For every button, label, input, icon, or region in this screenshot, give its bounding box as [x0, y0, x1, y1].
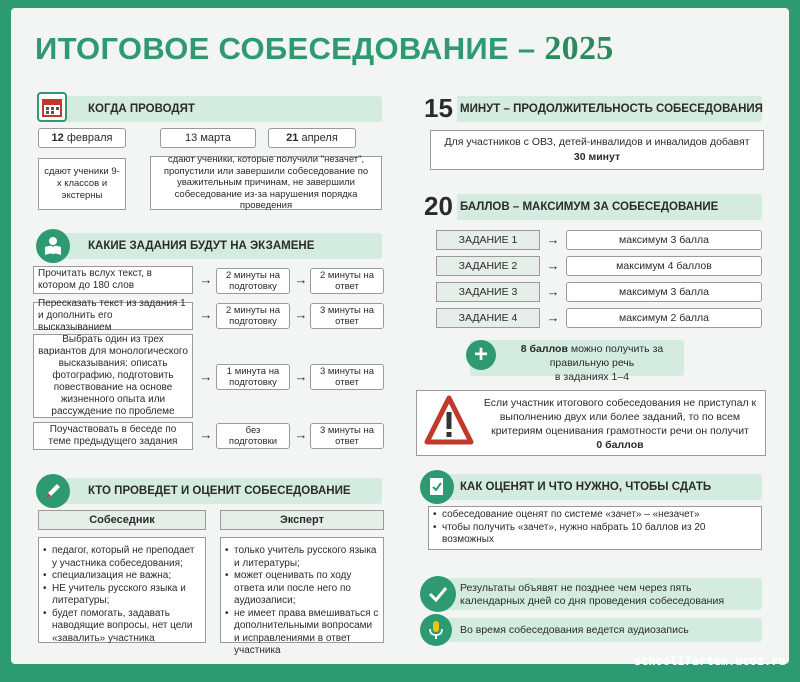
page-title: ИТОГОВОЕ СОБЕСЕДОВАНИЕ – 2025	[35, 30, 614, 67]
plus-icon: +	[466, 340, 496, 370]
list-item: • может оценивать по ходу ответа или после него по аудиозаписи;	[225, 570, 379, 608]
score-max-1: максимум 3 балла	[566, 230, 762, 250]
arrow-icon: →	[546, 232, 560, 247]
task-row-1-text: Прочитать вслух текст, в котором до 180 слов	[33, 266, 193, 294]
arrow-icon: →	[546, 258, 560, 273]
list-item: • собеседование оценят по системе «зачет» – «незачет»	[433, 509, 757, 522]
task-row-1-answer: 2 минуты на ответ	[310, 268, 384, 294]
task-row-3-prep: 1 минута на подготовку	[216, 364, 290, 390]
arrow-icon: →	[199, 272, 213, 287]
list-item: • только учитель русского языка и литературы;	[225, 545, 379, 570]
section-who-header: КТО ПРОВЕДЕТ И ОЦЕНИТ СОБЕСЕДОВАНИЕ	[48, 478, 382, 504]
task-row-4-prep: без подготовки	[216, 423, 290, 449]
list-item: • специализация не важна;	[43, 570, 201, 583]
date-april: 21 апреля	[268, 128, 356, 148]
arrow-icon: →	[199, 427, 213, 442]
task-row-2-text: Пересказать текст из задания 1 и дополнить его высказыванием	[33, 302, 193, 330]
date-march: 13 марта	[160, 128, 256, 148]
task-row-3-answer: 3 минуты на ответ	[310, 364, 384, 390]
note-retakes: сдают ученики, которые получили "незачет", пропустили или завершили собеседование по уважительным причинам, не завершили собеседование из-за нарушения порядка проведения	[150, 156, 382, 210]
task-row-1-prep: 2 минуты на подготовку	[216, 268, 290, 294]
title-year: 2025	[544, 30, 614, 67]
checkmark-icon	[420, 576, 456, 612]
task-row-4-answer: 3 минуты на ответ	[310, 423, 384, 449]
list-item: • педагог, который не преподает у участника собеседования;	[43, 545, 201, 570]
list-item: • не имеет права вмешиваться с дополнительными вопросами и исправлениями в ответ участника	[225, 608, 379, 658]
arrow-icon: →	[199, 369, 213, 384]
task-row-3-text: Выбрать один из трех вариантов для монологического высказывания: описать фотографию, подготовить повествование на основе жизненного опыта или рассуждение по проблеме	[33, 334, 193, 418]
section-grading-header: КАК ОЦЕНЯТ И ЧТО НУЖНО, ЧТОБЫ СДАТЬ	[436, 474, 762, 500]
col-expert-title: Эксперт	[220, 510, 384, 530]
score-task-1: ЗАДАНИЕ 1	[436, 230, 540, 250]
grading-list	[433, 509, 757, 547]
arrow-icon: →	[294, 272, 308, 287]
score-task-3: ЗАДАНИЕ 3	[436, 282, 540, 302]
grading-list-box	[428, 506, 762, 550]
arrow-icon: →	[546, 284, 560, 299]
document-icon	[420, 470, 454, 504]
list-item: • НЕ учитель русского языка и литературы;	[43, 583, 201, 608]
interlocutor-list-box	[38, 537, 206, 643]
score-task-4: ЗАДАНИЕ 4	[436, 308, 540, 328]
interlocutor-list	[43, 540, 201, 645]
list-item: • чтобы получить «зачет», нужно набрать 10 баллов из 20 возможных	[433, 522, 757, 547]
microphone-icon	[420, 614, 452, 646]
score-max-2: максимум 4 баллов	[566, 256, 762, 276]
footer-site: school17artem.ucoz.ru	[634, 654, 786, 668]
arrow-icon: →	[546, 310, 560, 325]
duration-number: 15	[420, 91, 457, 125]
arrow-icon: →	[199, 307, 213, 322]
arrow-icon: →	[294, 369, 308, 384]
note-9th-graders: сдают ученики 9-х классов и экстерны	[38, 158, 126, 210]
expert-list-box	[220, 537, 384, 656]
expert-list	[225, 540, 379, 658]
results-text: Результаты объявят не позднее чем через пять календарных дней со дня проведения собеседования	[460, 582, 725, 607]
arrow-icon: →	[294, 427, 308, 442]
duration-note: Для участников с ОВЗ, детей-инвалидов и инвалидов добавят 30 минут	[430, 130, 764, 170]
warning-text: Если участник итогового собеседования не приступал к выполнению двух или более заданий, то по всем критериям оценивания грамотности речи он получит 0 баллов	[483, 397, 757, 451]
section-score-header: БАЛЛОВ – МАКСИМУМ ЗА СОБЕСЕДОВАНИЕ	[452, 194, 762, 220]
bonus-text: 8 баллов можно получить за правильную речь в заданиях 1–4	[520, 343, 664, 383]
calendar-icon	[37, 92, 67, 122]
score-task-2: ЗАДАНИЕ 2	[436, 256, 540, 276]
section-when-header: КОГДА ПРОВОДЯТ	[48, 96, 382, 122]
section-tasks-header: КАКИЕ ЗАДАНИЯ БУДУТ НА ЭКЗАМЕНЕ	[48, 233, 382, 259]
task-row-2-prep: 2 минуты на подготовку	[216, 303, 290, 329]
book-reader-icon	[36, 229, 70, 263]
score-max-3: максимум 3 балла	[566, 282, 762, 302]
score-number: 20	[420, 189, 457, 223]
date-february: 12 февраля	[38, 128, 126, 148]
audio-text: Во время собеседования ведется аудиозапись	[460, 624, 689, 636]
task-row-2-answer: 3 минуты на ответ	[310, 303, 384, 329]
list-item: • будет помогать, задавать наводящие вопросы, нет цели «завалить» участника	[43, 608, 201, 646]
score-max-4: максимум 2 балла	[566, 308, 762, 328]
section-duration-header: МИНУТ – ПРОДОЛЖИТЕЛЬНОСТЬ СОБЕСЕДОВАНИЯ	[452, 96, 762, 122]
arrow-icon: →	[294, 307, 308, 322]
col-interlocutor-title: Собеседник	[38, 510, 206, 530]
warning-icon	[424, 394, 474, 455]
pencil-icon	[36, 474, 70, 508]
task-row-4-text: Поучаствовать в беседе по теме предыдущего задания	[33, 422, 193, 450]
